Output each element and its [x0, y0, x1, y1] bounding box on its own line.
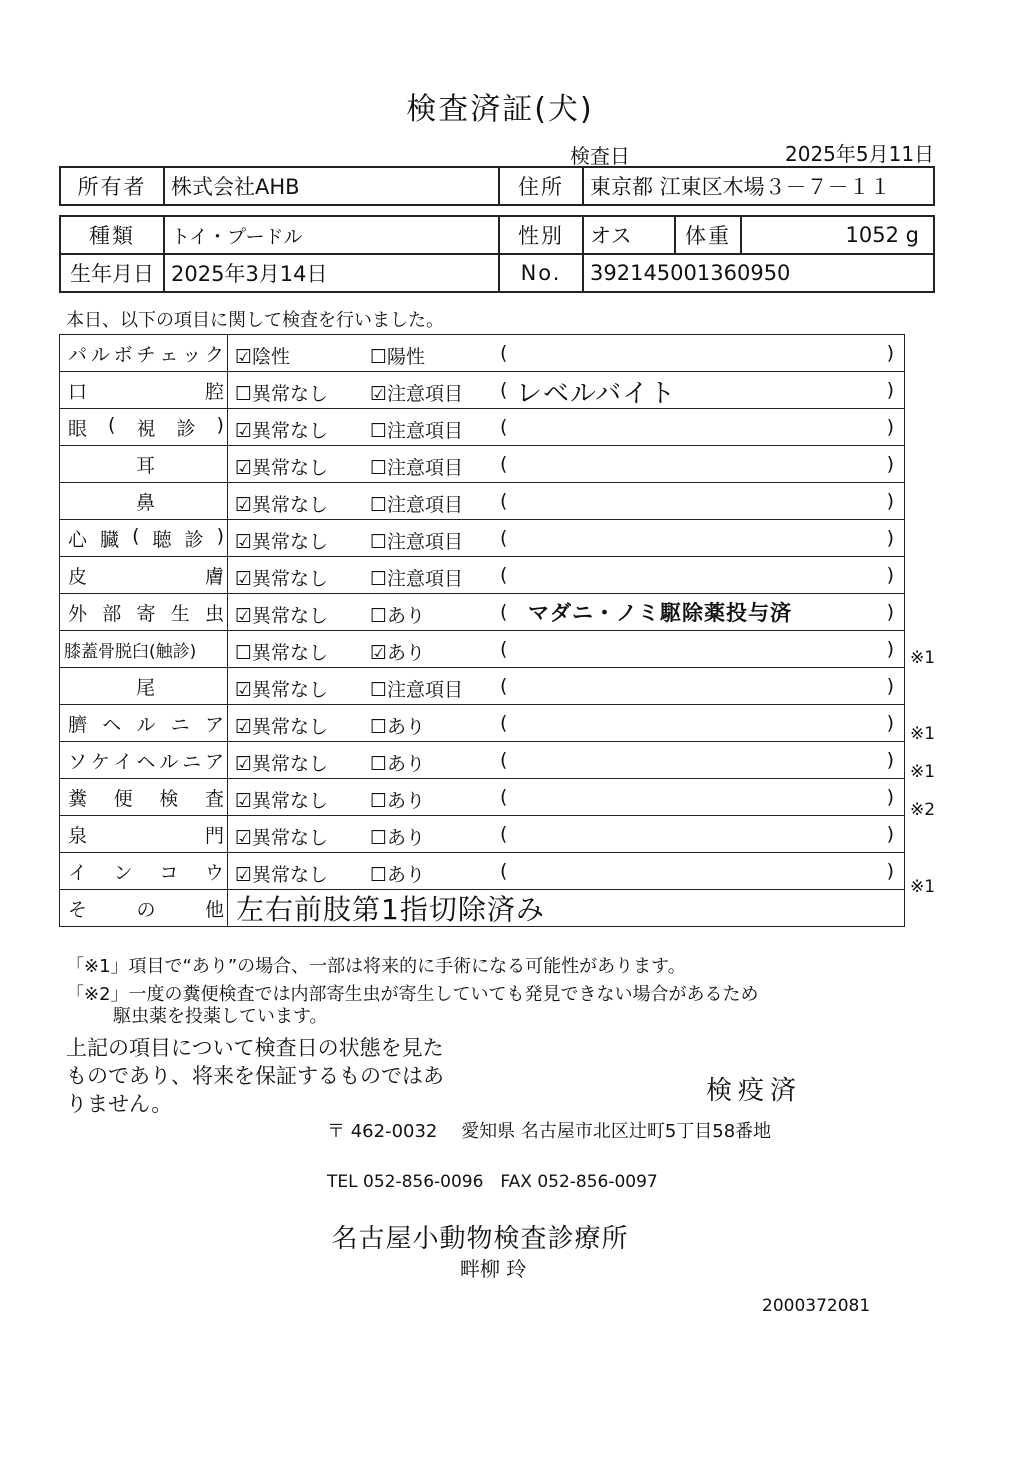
- option-caution[interactable]: ☐注意項目: [370, 568, 464, 590]
- option-normal[interactable]: ☑異常なし: [235, 827, 329, 849]
- owner-table: [59, 166, 935, 206]
- no-value: 392145001360950: [583, 254, 934, 292]
- paren-open: (: [500, 379, 508, 401]
- item-label: 糞 便 検 査: [68, 787, 224, 810]
- paren-open: (: [500, 490, 508, 512]
- paren-open: (: [500, 527, 508, 549]
- sex-label: 性別: [499, 216, 583, 254]
- option-normal[interactable]: ☑異常なし: [235, 716, 329, 738]
- exam-row: [60, 483, 905, 520]
- item-label: 眼 ( 視 診 ): [68, 413, 224, 440]
- sex-value: オス: [583, 216, 675, 254]
- paren-open: (: [500, 860, 508, 882]
- animal-table: [59, 215, 935, 293]
- paren-open: (: [500, 638, 508, 660]
- exam-row: [60, 520, 905, 557]
- other-value: 左右前肢第1指切除済み: [236, 893, 545, 926]
- paren-close: ): [886, 786, 894, 808]
- exam-row-other: [60, 890, 905, 927]
- exam-date-value: 2025年5月11日: [785, 142, 935, 166]
- exam-row: [60, 631, 905, 668]
- footnote-marker: ※2: [910, 800, 936, 820]
- option-normal[interactable]: ☑異常なし: [235, 605, 329, 627]
- footnote-marker: ※1: [910, 762, 936, 782]
- item-label: 皮 膚: [68, 565, 224, 588]
- option-normal[interactable]: ☑異常なし: [235, 531, 329, 553]
- exam-row: [60, 557, 905, 594]
- option-normal[interactable]: ☑異常なし: [235, 790, 329, 812]
- exam-row: [60, 668, 905, 705]
- exam-row: [60, 409, 905, 446]
- footnote-2: 「※2」一度の糞便検査では内部寄生虫が寄生していても発見できない場合があるため: [66, 984, 759, 1005]
- option-caution[interactable]: ☐注意項目: [370, 679, 464, 701]
- option-normal[interactable]: ☐異常なし: [235, 642, 329, 664]
- exam-date-label: 検査日: [570, 144, 630, 168]
- item-label: 外 部 寄 生 虫: [68, 602, 224, 625]
- paren-close: ): [886, 416, 894, 438]
- intro-text: 本日、以下の項目に関して検査を行いました。: [66, 310, 444, 331]
- exam-row: [60, 853, 905, 890]
- option-present[interactable]: ☐あり: [370, 827, 426, 849]
- option-normal[interactable]: ☑異常なし: [235, 679, 329, 701]
- exam-row: [60, 779, 905, 816]
- paren-close: ): [886, 342, 894, 364]
- item-label: パ ル ボ チ ェ ッ ク: [68, 343, 224, 366]
- no-label: No.: [499, 254, 583, 292]
- paren-open: (: [500, 749, 508, 771]
- paren-open: (: [500, 342, 508, 364]
- option-normal[interactable]: ☑異常なし: [235, 753, 329, 775]
- option-present[interactable]: ☐あり: [370, 790, 426, 812]
- paren-open: (: [500, 416, 508, 438]
- item-label: 心 臓 ( 聴 診 ): [68, 524, 224, 551]
- option-normal[interactable]: ☑異常なし: [235, 420, 329, 442]
- footnote-2-cont: 駆虫薬を投薬しています。: [113, 1006, 328, 1027]
- clinic-address: 〒 462-0032 愛知県 名古屋市北区辻町5丁目58番地: [327, 1121, 772, 1142]
- item-label: ソ ケ イ ヘ ル ニ ア: [68, 750, 224, 773]
- inspection-stamp: 検疫済: [706, 1076, 803, 1106]
- option-caution[interactable]: ☐注意項目: [370, 494, 464, 516]
- footnote-marker: ※1: [910, 648, 936, 668]
- item-note: マダニ・ノミ駆除薬投与済: [528, 601, 792, 625]
- guarantee-disclaimer: 上記の項目について検査日の状態を見たものであり、将来を保証するものではありません。: [66, 1036, 444, 1116]
- option-normal[interactable]: ☑異常なし: [235, 568, 329, 590]
- owner-value: 株式会社AHB: [164, 167, 499, 205]
- item-label: 泉 門: [68, 824, 224, 847]
- breed-label: 種類: [60, 216, 164, 254]
- paren-close: ): [886, 823, 894, 845]
- item-label: 尾: [60, 668, 228, 705]
- exam-row: [60, 742, 905, 779]
- paren-open: (: [500, 453, 508, 475]
- option-normal[interactable]: ☑異常なし: [235, 457, 329, 479]
- birth-value: 2025年3月14日: [164, 254, 499, 292]
- paren-close: ): [886, 601, 894, 623]
- option-positive[interactable]: ☐陽性: [370, 346, 426, 368]
- breed-value: トイ・プードル: [164, 216, 499, 254]
- option-normal[interactable]: ☐異常なし: [235, 383, 329, 405]
- paren-close: ): [886, 564, 894, 586]
- option-present[interactable]: ☐あり: [370, 716, 426, 738]
- paren-close: ): [886, 749, 894, 771]
- doctor-name: 畔柳 玲: [460, 1257, 527, 1281]
- option-caution[interactable]: ☐注意項目: [370, 457, 464, 479]
- exam-row: [60, 705, 905, 742]
- paren-close: ): [886, 712, 894, 734]
- exam-row: [60, 816, 905, 853]
- paren-open: (: [500, 564, 508, 586]
- paren-open: (: [500, 823, 508, 845]
- item-label: 耳: [60, 446, 228, 483]
- exam-row: [60, 372, 905, 409]
- document-title: 検査済証(犬): [406, 92, 594, 127]
- option-caution[interactable]: ☐注意項目: [370, 420, 464, 442]
- exam-row: [60, 335, 905, 372]
- option-present[interactable]: ☑あり: [370, 642, 426, 664]
- other-label: そ の 他: [68, 898, 224, 921]
- serial-number: 2000372081: [762, 1296, 871, 1316]
- address-value: 東京都 江東区木場３－７－１１: [583, 167, 934, 205]
- option-negative[interactable]: ☑陰性: [235, 346, 291, 368]
- weight-value: 1052 g: [741, 216, 934, 254]
- clinic-phone: TEL 052-856-0096 FAX 052-856-0097: [327, 1172, 658, 1192]
- item-label: 口 腔: [68, 380, 224, 403]
- paren-close: ): [886, 675, 894, 697]
- item-label: 鼻: [60, 483, 228, 520]
- exam-row: [60, 446, 905, 483]
- paren-close: ): [886, 490, 894, 512]
- paren-close: ): [886, 860, 894, 882]
- footnote-1: 「※1」項目で“あり”の場合、一部は将来的に手術になる可能性があります。: [66, 956, 686, 977]
- option-caution[interactable]: ☐注意項目: [370, 531, 464, 553]
- paren-open: (: [500, 601, 508, 623]
- exam-table: [59, 334, 905, 927]
- paren-open: (: [500, 675, 508, 697]
- option-caution[interactable]: ☑注意項目: [370, 383, 464, 405]
- exam-row: [60, 594, 905, 631]
- owner-label: 所有者: [60, 167, 164, 205]
- item-label: 臍 ヘ ル ニ ア: [68, 713, 224, 736]
- paren-open: (: [500, 712, 508, 734]
- option-present[interactable]: ☐あり: [370, 753, 426, 775]
- footnote-marker: ※1: [910, 877, 936, 897]
- paren-close: ): [886, 379, 894, 401]
- footnote-marker: ※1: [910, 724, 936, 744]
- option-normal[interactable]: ☑異常なし: [235, 494, 329, 516]
- item-label: 膝蓋骨脱臼(触診): [60, 631, 228, 668]
- birth-label: 生年月日: [60, 254, 164, 292]
- option-present[interactable]: ☐あり: [370, 864, 426, 886]
- item-label: イ ン コ ウ: [68, 861, 224, 884]
- paren-close: ): [886, 638, 894, 660]
- address-label: 住所: [499, 167, 583, 205]
- weight-label: 体重: [675, 216, 741, 254]
- paren-close: ): [886, 453, 894, 475]
- paren-close: ): [886, 527, 894, 549]
- paren-open: (: [500, 786, 508, 808]
- item-note: レベルバイト: [516, 379, 677, 409]
- option-present[interactable]: ☐あり: [370, 605, 426, 627]
- option-normal[interactable]: ☑異常なし: [235, 864, 329, 886]
- clinic-name: 名古屋小動物検査診療所: [331, 1224, 629, 1254]
